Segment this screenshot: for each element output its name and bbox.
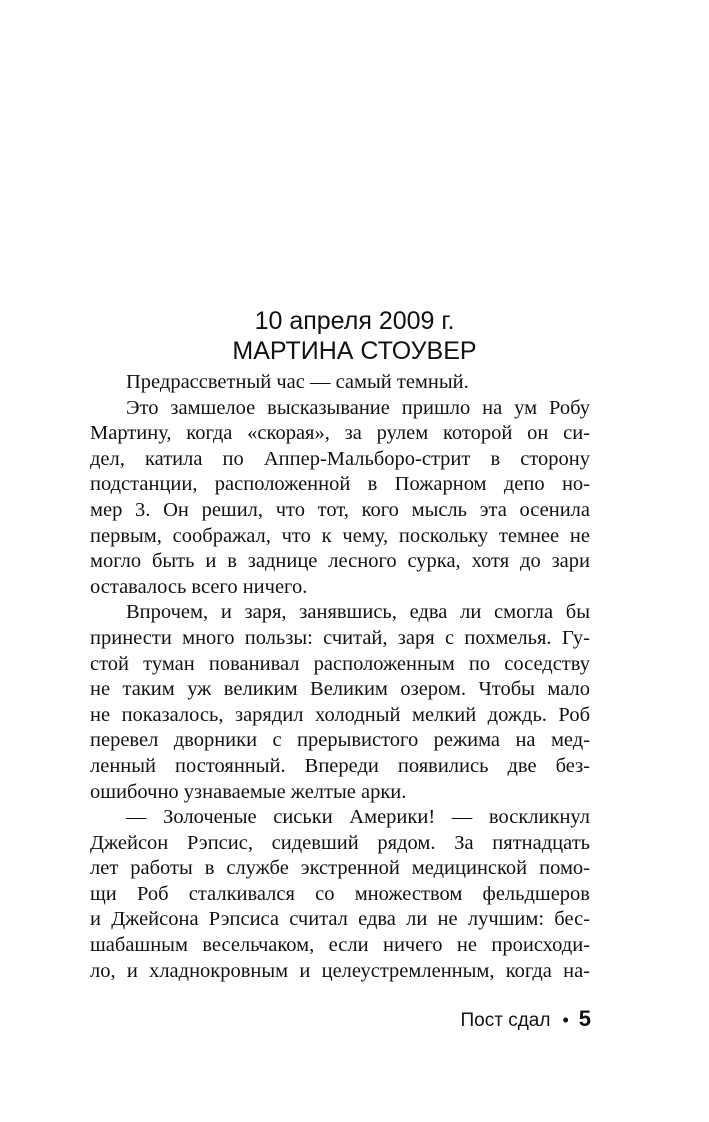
text-line: перевел дворники с прерывистого режима на мед- — [90, 729, 590, 752]
text-line: Это замшелое высказывание пришло на ум Робу — [126, 396, 590, 419]
text-line: шабашным весельчаком, если ничего не происходи- — [90, 934, 590, 957]
text-line: дел, катила по Аппер-Мальборо-стрит в сторону — [90, 447, 590, 470]
chapter-title: МАРТИНА СТОУВЕР — [232, 337, 477, 365]
text-line: могло быть и в заднице лесного сурка, хотя до зари — [90, 550, 590, 573]
page-number: 5 — [578, 1006, 591, 1031]
text-line: и Джейсона Рэпсиса считал едва ли не лучшим: бес- — [90, 908, 590, 931]
text-line: первым, соображал, что к чему, поскольку темнее не — [90, 524, 590, 547]
text-line: Впрочем, и заря, занявшись, едва ли смогла бы — [126, 601, 590, 624]
text-line: ло, и хладнокровным и целеустремленным, когда на- — [90, 959, 590, 982]
text-line: ленный постоянный. Впереди появились две без- — [90, 754, 590, 777]
running-title: Пост сдал — [460, 1010, 551, 1031]
text-line: оставалось всего ничего. — [90, 575, 308, 598]
text-line: — Золоченые сиськи Америки! — воскликнул — [126, 806, 590, 829]
text-line: Предрассветный час — самый темный. — [126, 371, 469, 393]
page-footer — [460, 1004, 591, 1036]
text-line: Мартину, когда «скорая», за рулем которой он си- — [90, 422, 590, 445]
text-line: не показалось, зарядил холодный мелкий дождь. Роб — [90, 703, 590, 726]
body-text — [90, 370, 590, 984]
text-line: ошибочно узнаваемые желтые арки. — [90, 780, 407, 803]
chapter-date: 10 апреля 2009 г. — [254, 307, 455, 335]
text-line: лет работы в службе экстренной медицинской помо- — [90, 857, 590, 880]
text-line: Джейсон Рэпсис, сидевший рядом. За пятнадцать — [90, 831, 590, 854]
text-line: щи Роб сталкивался со множеством фельдшеров — [90, 882, 590, 905]
text-line: подстанции, расположенной в Пожарном депо но- — [90, 473, 590, 496]
text-line: принести много пользы: считай, заря с похмелья. Гу- — [90, 626, 590, 649]
text-line: не таким уж великим Великим озером. Чтобы мало — [90, 678, 590, 701]
bullet-icon: • — [562, 1010, 569, 1030]
text-line: мер 3. Он решил, что тот, кого мысль эта осенила — [90, 498, 590, 521]
text-line: стой туман пованивал расположенным по соседству — [90, 652, 590, 675]
